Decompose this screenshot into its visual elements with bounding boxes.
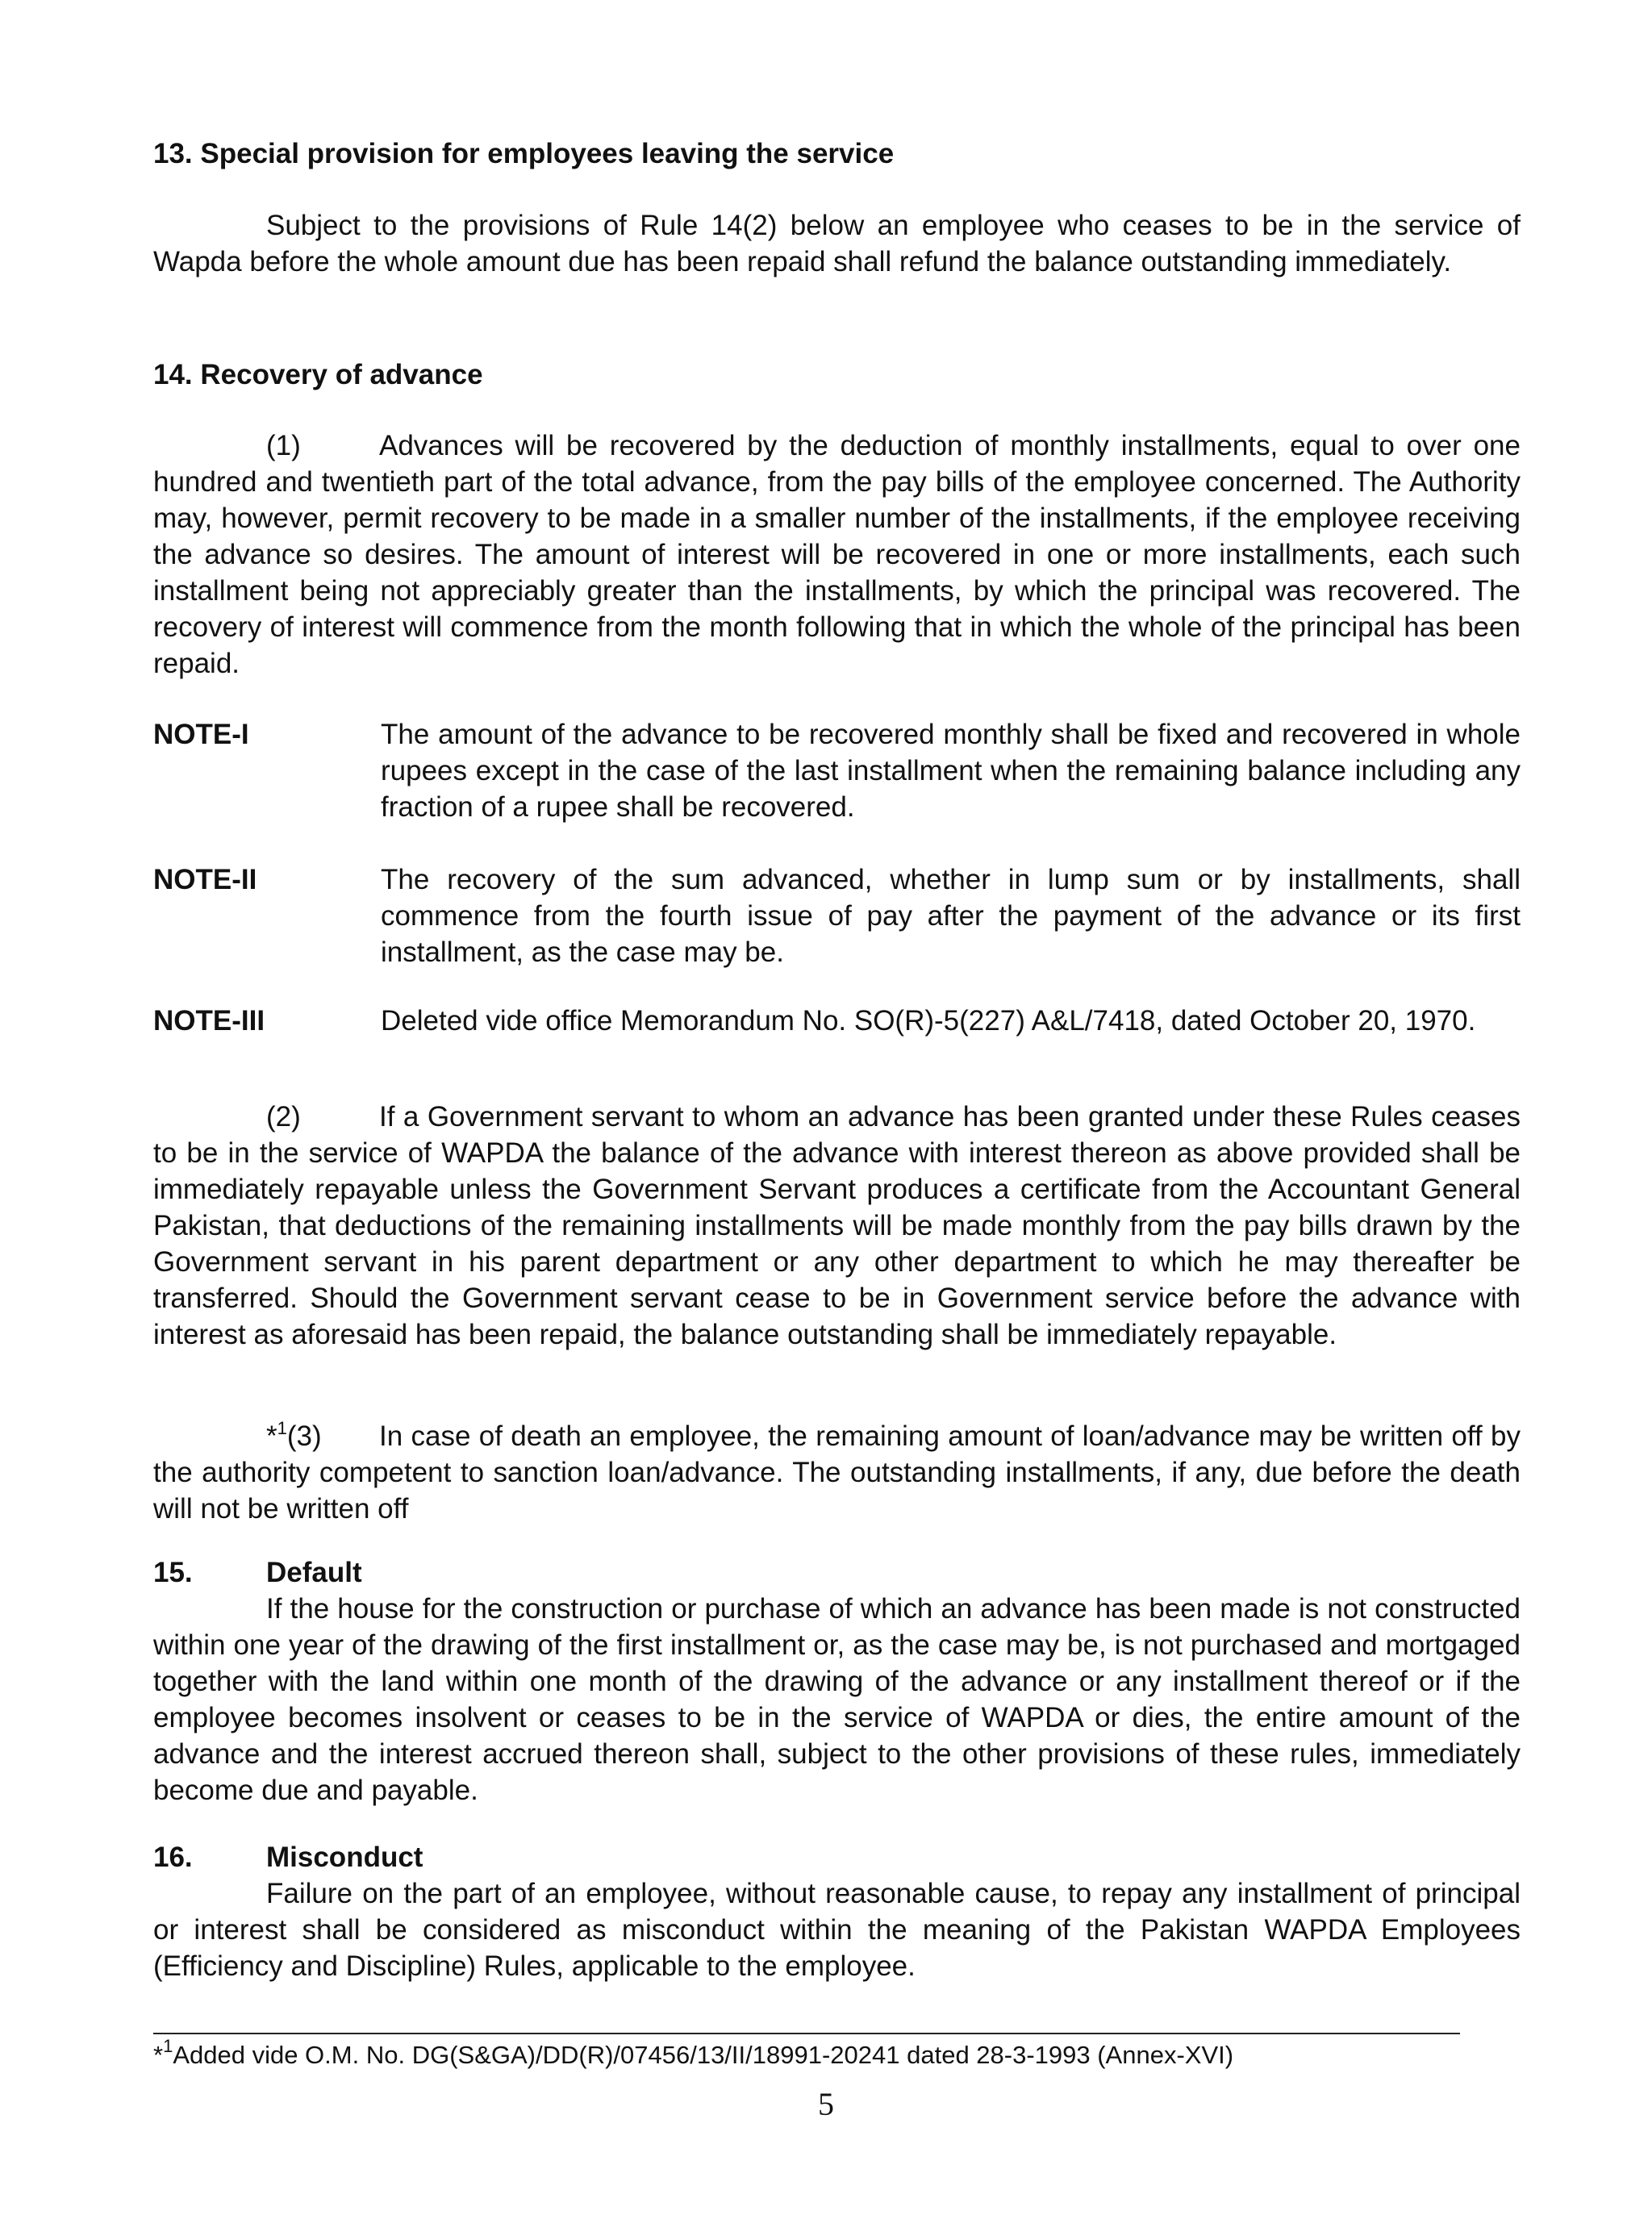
para-2-text: If a Government servant to whom an advance has been granted under these Rules ceases to be in the service of WAPDA the balance of the advance with interest thereon as above provided shall be immediately repayable unless the Government Servant produces a certificate from the Accountant General Pakistan, that deductions of the remaining installments will be made monthly from the pay bills drawn by the Government servant in his parent department or any other department to which he may thereafter be transferred. Should the Government servant cease to be in Government service before the advance with interest as aforesaid has been repaid, the balance outstanding shall be immediately repayable. (153, 1101, 1521, 1350)
para-3-label: (3) (286, 1420, 322, 1452)
section-15-number: 15. (153, 1557, 193, 1588)
section-16-heading (153, 1839, 423, 1875)
note-2-label: NOTE-II (153, 864, 257, 895)
section-14-heading: 14. Recovery of advance (153, 359, 483, 390)
section-16-title: Misconduct (266, 1842, 423, 1873)
section-15-text: If the house for the construction or purchase of which an advance has been made is not constructed within one year of the drawing of the first installment or, as the case may be, is not purchased and mortgaged together with the land within one month of the drawing of the advance or any installment thereof or if the employee becomes insolvent or ceases to be in the service of WAPDA or dies, the entire amount of the advance and the interest accrued thereon shall, subject to the other provisions of these rules, immediately become due and payable. (153, 1593, 1521, 1806)
para-3-asterisk: * (266, 1420, 277, 1452)
para-3-footnote-ref: 1 (277, 1418, 287, 1438)
note-1-label: NOTE-I (153, 719, 249, 750)
section-14-para-3 (153, 1418, 1521, 1527)
section-15-heading (153, 1554, 362, 1591)
note-3-text: Deleted vide office Memorandum No. SO(R)-5(227) A&L/7418, dated October 20, 1970. (381, 1005, 1476, 1037)
page-number: 5 (818, 2086, 834, 2122)
section-14-para-2 (153, 1099, 1521, 1353)
note-1-text: The amount of the advance to be recovered monthly shall be fixed and recovered in whole rupees except in the case of the last installment when the remaining balance including any fraction of a rupee shall be recovered. (381, 719, 1521, 823)
footnote (153, 2036, 1234, 2071)
para-1-number: (1) (266, 430, 301, 461)
para-2-number: (2) (266, 1101, 301, 1133)
footnote-separator (153, 2033, 1460, 2034)
section-13-heading: 13. Special provision for employees leaving the service (153, 138, 895, 169)
note-2-text: The recovery of the sum advanced, whether in lump sum or by installments, shall commence from the fourth issue of pay after the payment of the advance or its first installment, as the case may be. (381, 864, 1521, 968)
section-14-para-1 (153, 428, 1521, 682)
footnote-marker: 1 (163, 2036, 173, 2056)
para-3-text: In case of death an employee, the remaining amount of loan/advance may be written off by the authority competent to sanction loan/advance. The outstanding installments, if any, due before the death will not be written off (153, 1420, 1521, 1525)
section-16-text: Failure on the part of an employee, without reasonable cause, to repay any installment of principal or interest shall be considered as misconduct within the meaning of the Pakistan WAPDA Employees (Efficiency and Discipline) Rules, applicable to the employee. (153, 1878, 1521, 1982)
para-1-text: Advances will be recovered by the deduction of monthly installments, equal to over one hundred and twentieth part of the total advance, from the pay bills of the employee concerned. The Authority may, however, permit recovery to be made in a smaller number of the installments, if the employee receiving the advance so desires. The amount of interest will be recovered in one or more installments, each such installment being not appreciably greater than the installments, by which the principal was recovered. The recovery of interest will commence from the month following that in which the whole of the principal has been repaid. (153, 430, 1521, 679)
section-13-text: Subject to the provisions of Rule 14(2) below an employee who ceases to be in the service of Wapda before the whole amount due has been repaid shall refund the balance outstanding immediately. (153, 210, 1521, 277)
section-15-title: Default (266, 1557, 362, 1588)
para-3-number (266, 1418, 379, 1454)
note-3-label: NOTE-III (153, 1005, 265, 1037)
section-16-number: 16. (153, 1842, 193, 1873)
footnote-text: Added vide O.M. No. DG(S&GA)/DD(R)/07456/13/II/18991-20241 dated 28-3-1993 (Annex-XVI) (173, 2041, 1234, 2069)
footnote-asterisk: * (153, 2041, 164, 2069)
